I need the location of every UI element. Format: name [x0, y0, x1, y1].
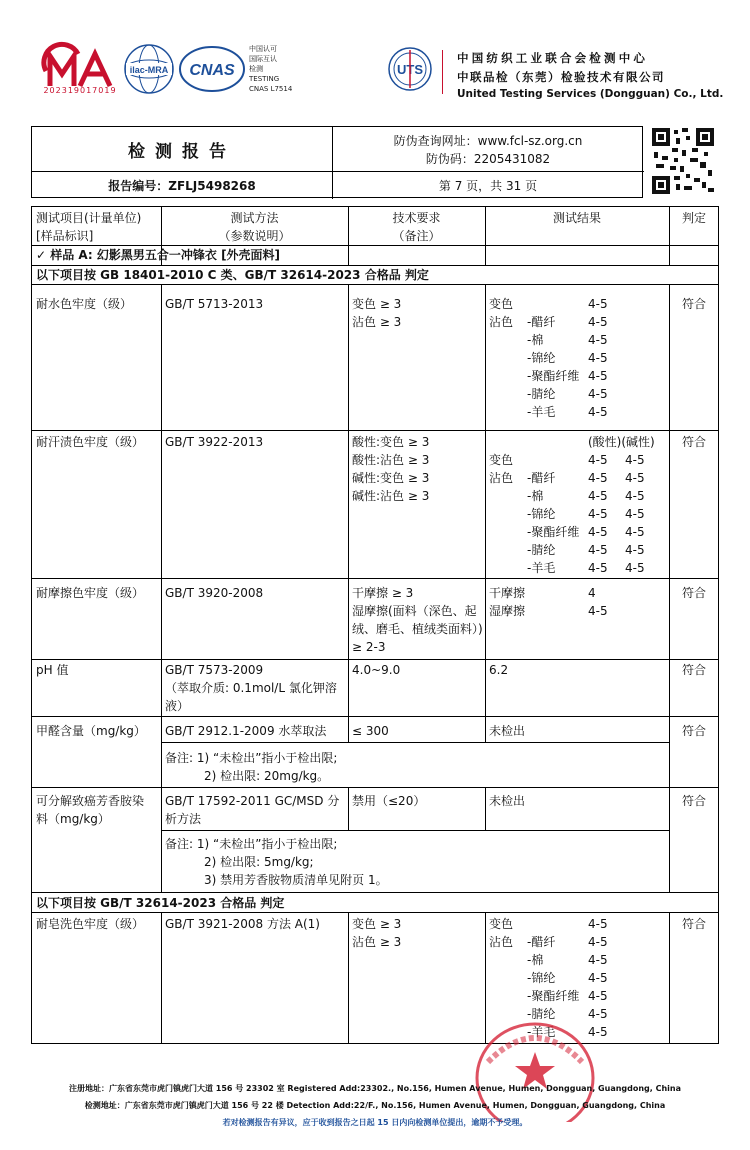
rub-item: 耐摩擦色牢度（级）	[36, 586, 145, 600]
footer-registered-address: 注册地址：广东省东莞市虎门镇虎门大道 156 号 23302 室 Registered Add:23302., No.156, Humen Avenue, Humen, Dongguan, Guangdong, China	[68, 1084, 682, 1093]
soap-result-label: 变色	[489, 917, 514, 931]
sweat-acid-value: 4-5	[588, 489, 608, 503]
company-name-cn1: 中国纺织工业联合会检测中心	[457, 51, 649, 65]
sweat-acid-value: 4-5	[588, 507, 608, 521]
sweat-alkali-value: 4-5	[625, 561, 645, 575]
amine-item: 可分解致癌芳香胺染	[36, 794, 145, 808]
footer-test-address: 检测地址：广东省东莞市虎门镇虎门大道 156 号 22 楼 Detection Add:22/F., No.156, Humen Avenue, Humen, Dongguan, Guangdong, China	[84, 1101, 666, 1110]
sweat-result-fiber: -棉	[527, 489, 544, 503]
report-header-box	[31, 126, 643, 198]
water-method: GB/T 5713-2013	[165, 297, 264, 311]
formaldehyde-result: 未检出	[489, 724, 526, 738]
soap-result-value: 4-5	[588, 1025, 608, 1039]
water-result-fiber: -棉	[527, 333, 544, 347]
ph-judge: 符合	[682, 663, 707, 677]
ilac-mra-logo	[122, 42, 176, 96]
soap-result-value: 4-5	[588, 1007, 608, 1021]
cnas-accreditation-text: 中国认可 国际互认 检测 TESTING CNAS L7514	[249, 45, 293, 93]
water-req: 变色 ≥ 3	[352, 297, 402, 311]
rub-result-label: 湿摩擦	[489, 604, 526, 618]
sweat-alkali-value: 4-5	[625, 507, 645, 521]
company-name-en: United Testing Services (Dongguan) Co., Ltd.	[457, 88, 724, 100]
water-result-value: 4-5	[588, 351, 608, 365]
water-result-value: 4-5	[588, 405, 608, 419]
soap-result-fiber: -聚酯纤维	[527, 989, 580, 1003]
water-result-value: 4-5	[588, 315, 608, 329]
rub-req: 干摩擦 ≥ 3	[352, 586, 414, 600]
rub-method: GB/T 3920-2008	[165, 586, 264, 600]
amine-result: 未检出	[489, 794, 526, 808]
water-result-fiber: -羊毛	[527, 405, 556, 419]
sweat-req: 酸性:变色 ≥ 3	[352, 435, 430, 449]
sweat-method: GB/T 3922-2013	[165, 435, 264, 449]
rub-req: ≥ 2-3	[352, 640, 386, 654]
qr-code-icon	[652, 128, 714, 194]
soap-result-value: 4-5	[588, 971, 608, 985]
amine-method: GB/T 17592-2011 GC/MSD 分	[165, 794, 340, 808]
ph-item: pH 值	[36, 663, 69, 677]
company-name-block	[457, 50, 724, 100]
formaldehyde-judge: 符合	[682, 724, 707, 738]
header-divider	[442, 50, 443, 94]
sweat-result-fiber: -腈纶	[527, 543, 556, 557]
ph-method: 液）	[165, 699, 190, 713]
soap-result-value: 4-5	[588, 917, 608, 931]
amine-note: 备注: 1) “未检出”指小于检出限;	[165, 837, 338, 851]
header-req-sub: （备注）	[392, 229, 441, 243]
footer-notice: 若对检测报告有异议，应于收到报告之日起 15 日内向检测单位提出，逾期不予受理。	[222, 1118, 528, 1127]
water-result-fiber: -腈纶	[527, 387, 556, 401]
rub-result-value: 4-5	[588, 604, 608, 618]
amine-judge: 符合	[682, 794, 707, 808]
sweat-result-fiber: -锦纶	[527, 507, 556, 521]
soap-judge: 符合	[682, 917, 707, 931]
rub-req: 绒、磨毛、植绒类面料）)	[352, 622, 483, 636]
formaldehyde-req: ≤ 300	[352, 724, 389, 738]
section-1-title: 以下项目按 GB 18401-2010 C 类、GB/T 32614-2023 合格品 判定	[36, 268, 429, 282]
sweat-req: 碱性:沾色 ≥ 3	[352, 489, 430, 503]
soap-result-value: 4-5	[588, 953, 608, 967]
sweat-result-fiber: -羊毛	[527, 561, 556, 575]
sweat-judge: 符合	[682, 435, 707, 449]
sweat-acid-value: 4-5	[588, 561, 608, 575]
water-item: 耐水色牢度（级）	[36, 297, 133, 311]
water-result-fiber: -醋纤	[527, 315, 556, 329]
soap-req: 沾色 ≥ 3	[352, 935, 402, 949]
header-method-sub: （参数说明）	[218, 229, 291, 243]
ph-method: （萃取介质: 0.1mol/L 氯化钾溶	[165, 681, 337, 695]
header-req: 技术要求	[392, 211, 441, 225]
soap-result-fiber: -醋纤	[527, 935, 556, 949]
water-result-value: 4-5	[588, 387, 608, 401]
water-req: 沾色 ≥ 3	[352, 315, 402, 329]
formaldehyde-note: 备注: 1) “未检出”指小于检出限;	[165, 751, 338, 765]
soap-result-fiber: -羊毛	[527, 1025, 556, 1039]
verify-url: 防伪查询网址：www.fcl-sz.org.cn	[393, 134, 583, 148]
sweat-acid-value: 4-5	[588, 525, 608, 539]
verify-code: 防伪码：2205431082	[425, 152, 551, 166]
soap-method: GB/T 3921-2008 方法 A(1)	[165, 917, 320, 931]
ph-result: 6.2	[489, 663, 509, 677]
sweat-item: 耐汗渍色牢度（级）	[36, 435, 145, 449]
header-item-sub: [样品标识]	[36, 229, 94, 243]
header-result: 测试结果	[552, 211, 601, 225]
sweat-result-fiber: -聚酯纤维	[527, 525, 580, 539]
page-info: 第 7 页，共 31 页	[438, 179, 538, 193]
header-method: 测试方法	[230, 211, 279, 225]
header-judge: 判定	[681, 211, 706, 225]
soap-result-label: 沾色	[489, 935, 514, 949]
soap-item: 耐皂洗色牢度（级）	[36, 917, 145, 931]
soap-result-fiber: -腈纶	[527, 1007, 556, 1021]
sweat-alkali-value: 4-5	[625, 471, 645, 485]
water-judge: 符合	[682, 297, 707, 311]
sweat-req: 酸性:沾色 ≥ 3	[352, 453, 430, 467]
sweat-alkali-value: 4-5	[625, 543, 645, 557]
section-2-title: 以下项目按 GB/T 32614-2023 合格品 判定	[36, 896, 285, 910]
sweat-result-label: 沾色	[489, 471, 514, 485]
water-result-value: 4-5	[588, 369, 608, 383]
sweat-result-label: 变色	[489, 453, 514, 467]
amine-method: 析方法	[165, 812, 202, 826]
report-number: 报告编号：ZFLJ5498268	[108, 179, 256, 193]
sweat-acid-value: 4-5	[588, 543, 608, 557]
water-result-fiber: -锦纶	[527, 351, 556, 365]
sample-line: ✓ 样品 A: 幻影黑男五合一冲锋衣 [外壳面料]	[36, 248, 281, 262]
rub-req: 湿摩擦(面料（深色、起	[352, 604, 477, 618]
rub-judge: 符合	[682, 586, 707, 600]
ph-method: GB/T 7573-2009	[165, 663, 264, 677]
sweat-req: 碱性:变色 ≥ 3	[352, 471, 430, 485]
water-result-label: 沾色	[489, 315, 514, 329]
rub-result-value: 4	[588, 586, 596, 600]
formaldehyde-method: GB/T 2912.1-2009 水萃取法	[165, 724, 327, 738]
sweat-result-head: (酸性)(碱性)	[588, 435, 655, 449]
soap-result-fiber: -锦纶	[527, 971, 556, 985]
test-results-table	[31, 206, 719, 1044]
amine-item: 料（mg/kg）	[36, 812, 110, 826]
sweat-result-fiber: -醋纤	[527, 471, 556, 485]
water-result-fiber: -聚酯纤维	[527, 369, 580, 383]
svg-text:CNAS: CNAS	[189, 62, 235, 79]
sweat-alkali-value: 4-5	[625, 453, 645, 467]
formaldehyde-item: 甲醛含量（mg/kg）	[36, 724, 146, 738]
cnas-logo	[178, 44, 246, 94]
cma-code: 202319017019	[43, 86, 117, 95]
soap-req: 变色 ≥ 3	[352, 917, 402, 931]
uts-logo	[385, 44, 435, 98]
ph-req: 4.0~9.0	[352, 663, 401, 677]
water-result-value: 4-5	[588, 297, 608, 311]
soap-result-value: 4-5	[588, 989, 608, 1003]
soap-result-fiber: -棉	[527, 953, 544, 967]
sweat-acid-value: 4-5	[588, 471, 608, 485]
sweat-alkali-value: 4-5	[625, 489, 645, 503]
water-result-value: 4-5	[588, 333, 608, 347]
formaldehyde-note: 2) 检出限: 20mg/kg。	[204, 769, 330, 783]
amine-req: 禁用（≤20）	[352, 794, 426, 808]
header-item: 测试项目(计量单位)	[36, 211, 142, 225]
report-title: 检测报告	[128, 142, 236, 162]
svg-text:UTS: UTS	[397, 62, 423, 77]
svg-text:ilac-MRA: ilac-MRA	[129, 65, 169, 75]
sweat-alkali-value: 4-5	[625, 525, 645, 539]
sweat-acid-value: 4-5	[588, 453, 608, 467]
water-result-label: 变色	[489, 297, 514, 311]
soap-result-value: 4-5	[588, 935, 608, 949]
rub-result-label: 干摩擦	[489, 586, 526, 600]
amine-note: 2) 检出限: 5mg/kg;	[204, 855, 314, 869]
amine-note: 3) 禁用芳香胺物质清单见附页 1。	[204, 873, 388, 887]
company-name-cn2: 中联品检（东莞）检验技术有限公司	[457, 70, 665, 84]
